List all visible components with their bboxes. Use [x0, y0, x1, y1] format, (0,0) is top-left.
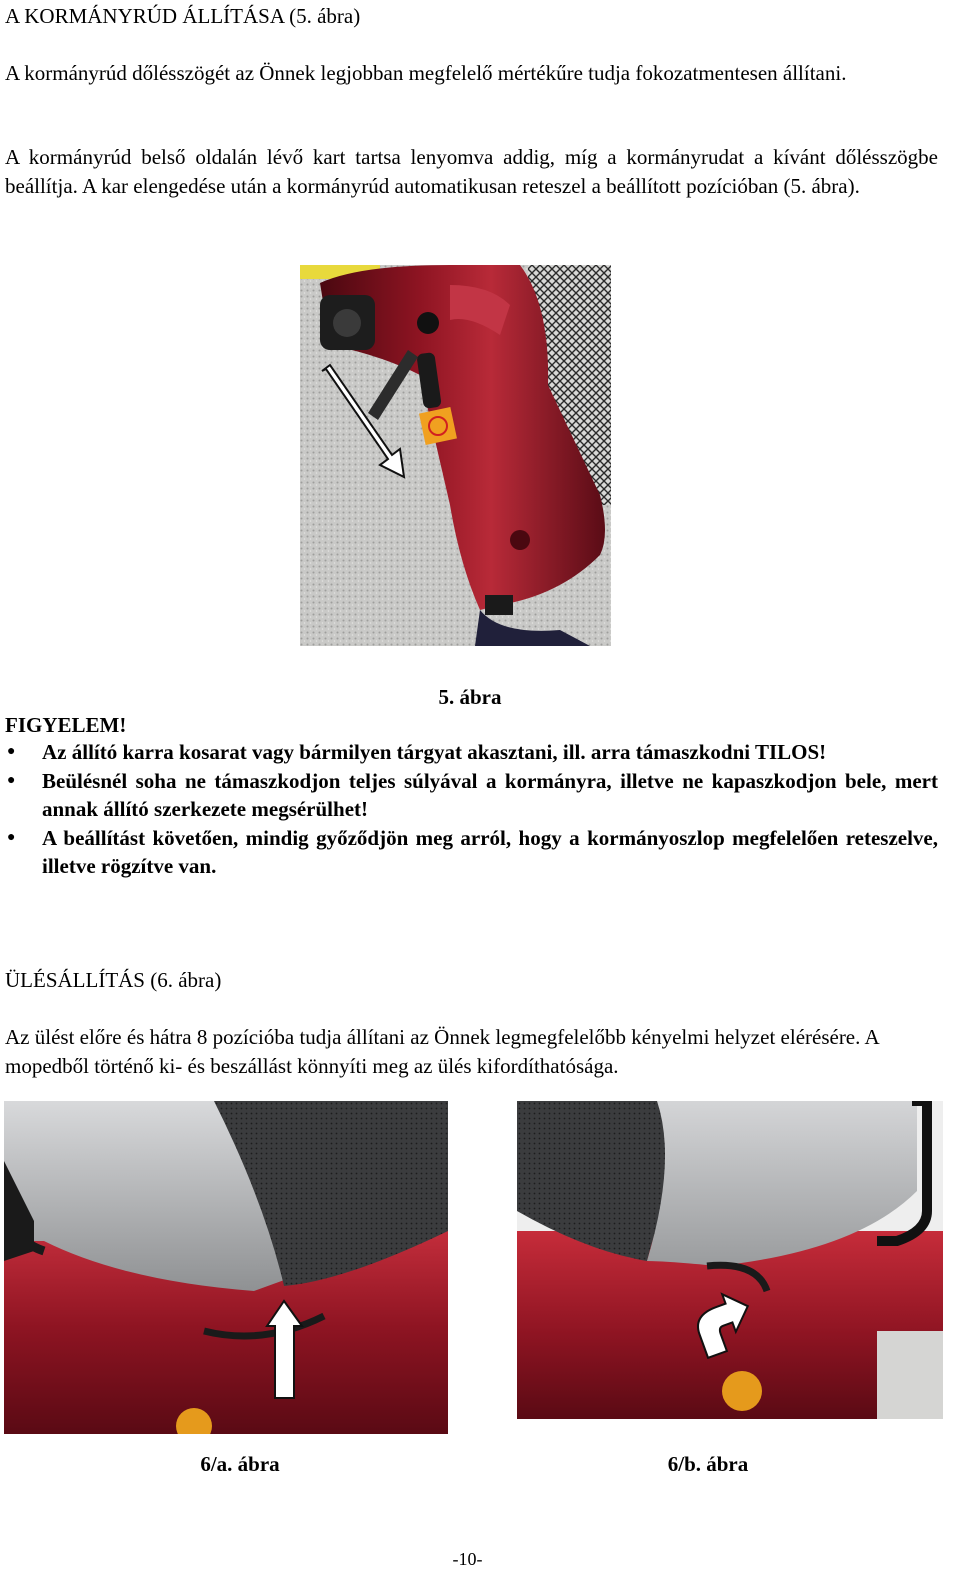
warning-item: ● Beülésnél soha ne támaszkodjon teljes súlyával a kormányra, illetve ne kapaszkodjon bele, mert annak állító szerkezete megsérülhet!	[7, 768, 938, 821]
paragraph-seat-instructions: Az ülést előre és hátra 8 pozícióba tudja állítani az Önnek legmegfelelőbb kényelmi helyzet elérésére. A mopedből történő ki- és beszállást könnyíti meg az ülés kifordíthatósága.	[5, 1025, 879, 1078]
steering-column-illustration	[300, 265, 611, 646]
bullet-icon: ●	[7, 829, 16, 845]
figure-5-steering-column-photo	[300, 265, 611, 646]
figure-6a-seat-photo	[4, 1101, 448, 1434]
warning-list	[5, 738, 938, 881]
bullet-icon: ●	[7, 744, 16, 759]
warning-title: FIGYELEM!	[5, 713, 127, 737]
seat-lever-illustration-a	[4, 1101, 448, 1434]
figure-6b-seat-photo	[517, 1101, 943, 1419]
paragraph-steering-intro: A kormányrúd dőlésszögét az Önnek legjobban megfelelő mértékűre tudja fokozatmentesen állítani.	[5, 61, 847, 85]
warning-item: ● Az állító karra kosarat vagy bármilyen tárgyat akasztani, ill. arra támaszkodni TILOS!	[5, 738, 938, 767]
section-heading-seat: ÜLÉSÁLLÍTÁS (6. ábra)	[5, 968, 222, 992]
figure-6a-caption: 6/a. ábra	[200, 1452, 280, 1476]
bullet-icon: ●	[7, 772, 16, 788]
figure-5-caption: 5. ábra	[438, 685, 502, 709]
section-heading-steering: A KORMÁNYRÚD ÁLLÍTÁSA (5. ábra)	[5, 4, 361, 28]
paragraph-steering-instructions: A kormányrúd belső oldalán lévő kart tartsa lenyomva addig, míg a kormányrudat a kívánt dőlésszögbe beállítja. A kar elengedése után a kormányrúd automatikusan reteszel a beállított pozícióban (5. ábra).	[5, 145, 938, 198]
page-number: -10-	[452, 1549, 483, 1569]
warning-item: ● A beállítást követően, mindig győződjön meg arról, hogy a kormányoszlop megfelelően reteszelve, illetve rögzítve van.	[7, 825, 938, 878]
seat-lever-illustration-b	[517, 1101, 943, 1419]
figure-6b-caption: 6/b. ábra	[667, 1452, 749, 1476]
